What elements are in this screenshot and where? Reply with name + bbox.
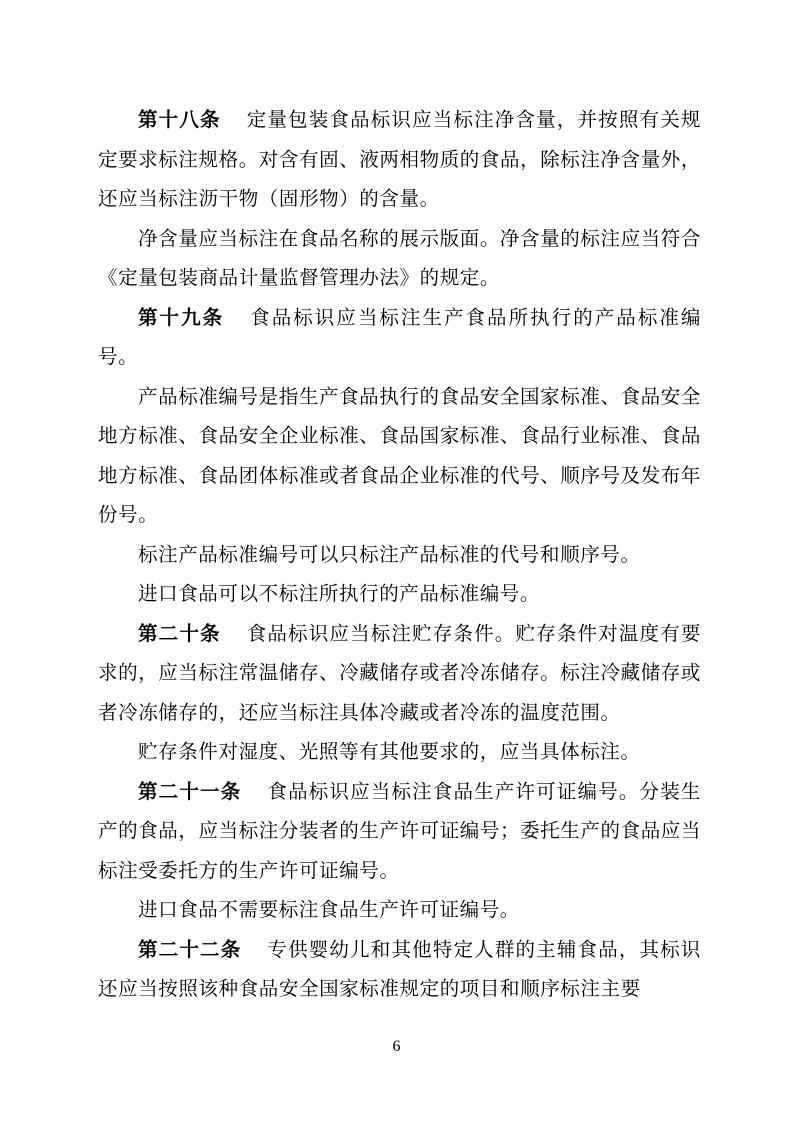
paragraph-text: 净含量应当标注在食品名称的展示版面。净含量的标注应当符合《定量包装商品计量监督管理办法》的规定。 — [98, 226, 701, 289]
article-heading: 第二十二条 — [138, 937, 242, 961]
document-body — [98, 100, 701, 1009]
paragraph — [98, 732, 701, 772]
article-heading: 第二十一条 — [138, 779, 242, 803]
paragraph-article-18 — [98, 100, 701, 219]
article-heading: 第十八条 — [138, 108, 221, 131]
paragraph — [98, 377, 701, 535]
paragraph-article-21 — [98, 772, 701, 891]
paragraph — [98, 219, 701, 298]
article-heading: 第二十条 — [138, 621, 221, 645]
paragraph-article-19 — [98, 298, 701, 377]
paragraph-text: 产品标准编号是指生产食品执行的食品安全国家标准、食品安全地方标准、食品安全企业标准、食品国家标准、食品行业标准、食品地方标准、食品团体标准或者食品企业标准的代号、顺序号及发布年份号。 — [98, 384, 702, 526]
paragraph — [98, 890, 701, 930]
paragraph-text: 进口食品不需要标注食品生产许可证编号。 — [138, 898, 520, 921]
paragraph-text: 食品标识应当标注生产食品所执行的产品标准编号。 — [98, 305, 701, 368]
paragraph-article-22 — [98, 930, 701, 1009]
paragraph-text: 食品标识应当标注贮存条件。贮存条件对温度有要求的，应当标注常温储存、冷藏储存或者冷冻储存。标注冷藏储存或者冷冻储存的，还应当标注具体冷藏或者冷冻的温度范围。 — [98, 621, 702, 724]
paragraph-text: 进口食品可以不标注所执行的产品标准编号。 — [138, 582, 541, 605]
paragraph-article-20 — [98, 614, 701, 733]
paragraph-text: 贮存条件对湿度、光照等有其他要求的，应当具体标注。 — [138, 740, 641, 763]
paragraph-text: 食品标识应当标注食品生产许可证编号。分装生产的食品，应当标注分装者的生产许可证编号；委托生产的食品应当标注受委托方的生产许可证编号。 — [98, 779, 702, 882]
paragraph — [98, 535, 701, 575]
paragraph-text: 标注产品标准编号可以只标注产品标准的代号和顺序号。 — [138, 542, 641, 566]
paragraph-text: 定量包装食品标识应当标注净含量，并按照有关规定要求标注规格。对含有固、液两相物质的食品，除标注净含量外，还应当标注沥干物（固形物）的含量。 — [98, 108, 702, 210]
page-number: 6 — [392, 1038, 401, 1055]
paragraph-text: 专供婴幼儿和其他特定人群的主辅食品，其标识还应当按照该种食品安全国家标准规定的项目和顺序标注主要 — [98, 937, 701, 1000]
article-heading: 第十九条 — [138, 305, 225, 329]
paragraph — [98, 574, 701, 614]
